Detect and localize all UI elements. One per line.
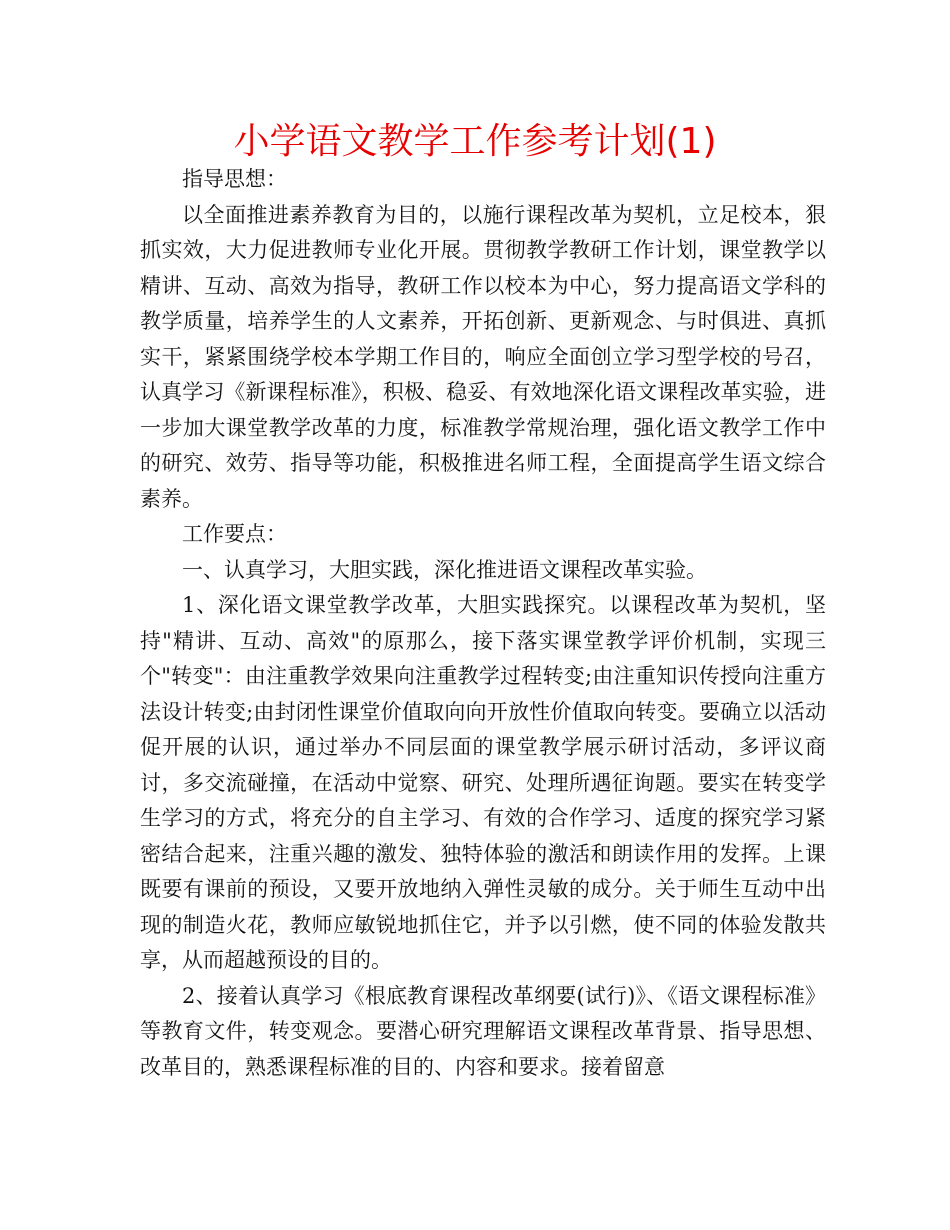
paragraph-item-two: 2、接着认真学习《根底教育课程改革纲要(试行)》、《语文课程标准》等教育文件，转变观念。要潜心研究理解语文课程改革背景、指导思想、改革目的，熟悉课程标准的目的、内容和要求。接着留意 bbox=[140, 983, 826, 1079]
paragraph-guiding-ideology: 以全面推进素养教育为目的，以施行课程改革为契机，立足校本，狠抓实效，大力促进教师专业化开展。贯彻教学教研工作计划，课堂教学以精讲、互动、高效为指导，教研工作以校本为中心，努力提高语文学科的教学质量，培养学生的人文素养，开拓创新、更新观念、与时俱进、真抓实干，紧紧围绕学校本学期工作目的，响应全面创立学习型学校的号召，认真学习《新课程标准》，积极、稳妥、有效地深化语文课程改革实验，进一步加大课堂教学改革的力度，标准教学常规治理，强化语文教学工作中的研究、效劳、指导等功能，积极推进名师工程，全面提高学生语文综合素养。 bbox=[140, 202, 826, 511]
paragraph-item-one: 1、深化语文课堂教学改革，大胆实践探究。以课程改革为契机，坚持"精讲、互动、高效"的原那么，接下落实课堂教学评价机制，实现三个"转变"：由注重教学效果向注重教学过程转变;由注重知识传授向注重方法设计转变;由封闭性课堂价值取向向开放性价值取向转变。要确立以活动促开展的认识，通过举办不同层面的课堂教学展示研讨活动，多评议商讨，多交流碰撞，在活动中觉察、研究、处理所遇征询题。要实在转变学生学习的方式，将充分的自主学习、有效的合作学习、适度的探究学习紧密结合起来，注重兴趣的激发、独特体验的激活和朗读作用的发挥。上课既要有课前的预设，又要开放地纳入弹性灵敏的成分。关于师生互动中出现的制造火花，教师应敏锐地抓住它，并予以引燃，使不同的体验发散共享，从而超越预设的目的。 bbox=[140, 593, 826, 972]
document-title: 小学语文教学工作参考计划(1) bbox=[233, 121, 717, 162]
paragraph-section-one-heading: 一、认真学习，大胆实践，深化推进语文课程改革实验。 bbox=[182, 557, 707, 582]
document-body bbox=[140, 162, 826, 1085]
paragraph-guiding-heading: 指导思想： bbox=[182, 167, 287, 191]
paragraph-work-points-heading: 工作要点： bbox=[182, 522, 287, 546]
